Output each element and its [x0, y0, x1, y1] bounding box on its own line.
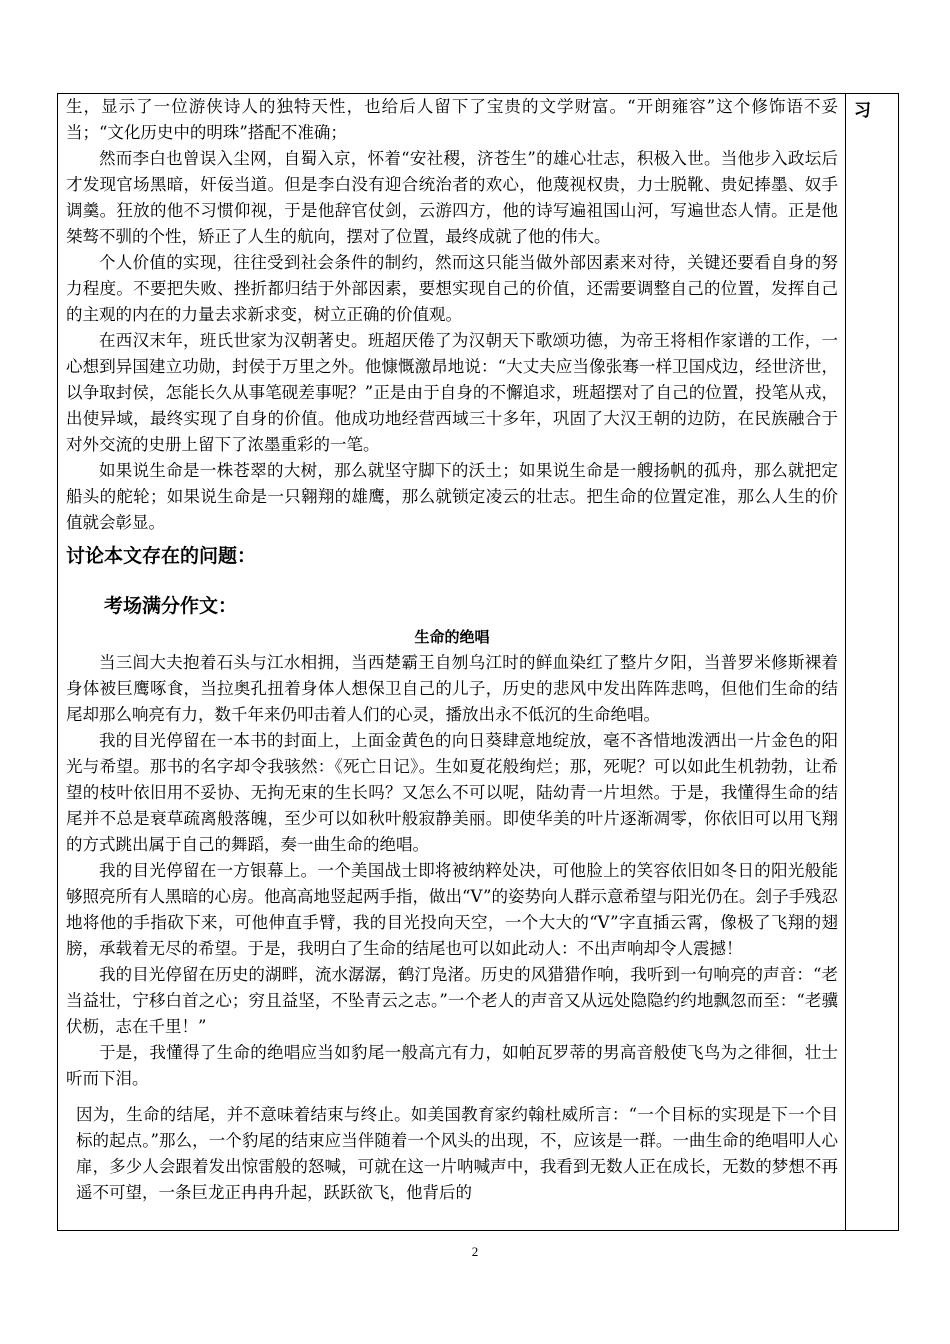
paragraph: 我的目光停留在一方银幕上。一个美国战士即将被纳粹处决，可他脸上的笑容依旧如冬日的阳光般能够照亮所有人黑暗的心房。他高高地竖起两手指，做出“V”的姿势向人群示意希望与阳光仍在。刽子手残忍地将他的手指砍下来，可他伸直手臂，我的目光投向天空，一个大大的“V”字直插云霄，像极了飞翔的翅膀，承载着无尽的希望。于是，我明白了生命的结尾也可以如此动人：不出声响却令人震撼！ — [66, 861, 838, 958]
paragraph: 在西汉末年，班氏世家为汉朝著史。班超厌倦了为汉朝天下歌颂功德，为帝王将相作家谱的工作，一心想到异国建立功勋，封侯于万里之外。他慷慨激昂地说：“大丈夫应当像张骞一样卫国戍边，经世济世，以争取封侯，怎能长久从事笔砚差事呢？”正是由于自身的不懈追求，班超摆对了自己的位置，投笔从戎，出使异域，最终实现了自身的价值。他成功地经营西域三十多年，巩固了大汉王朝的边防，在民族融合于对外交流的史册上留下了浓墨重彩的一笔。 — [66, 331, 838, 454]
last-paragraph: 因为，生命的结尾，并不意味着结束与终止。如美国教育家约翰杜威所言：“一个目标的实现是下一个目标的起点。”那么，一个豹尾的结束应当伴随着一个风头的出现，不，应该是一群。一曲生命的绝唱叩人心扉，多少人会跟着发出惊雷般的怒喊，可就在这一片呐喊声中，我看到无数人正在成长，无数的梦想不再遥不可望，一条巨龙正冉冉升起，跃跃欲飞，他背后的 — [76, 1105, 838, 1202]
paragraph: 生，显示了一位游侠诗人的独特天性，也给后人留下了宝贵的文学财富。“开朗雍容”这个修饰语不妥当；“文化历史中的明珠”搭配不准确； — [66, 97, 838, 142]
essay-title: 生命的绝唱 — [414, 628, 490, 646]
side-cell — [846, 94, 898, 1230]
page-table — [57, 93, 899, 1231]
paragraph: 当三闾大夫抱着石头与江水相拥，当西楚霸王自刎乌江时的鲜血染红了整片夕阳，当普罗米修斯裸着身体被巨鹰啄食，当拉奥孔扭着身体人想保卫自己的儿子，历史的悲风中发出阵阵悲鸣，但他们生命的结尾却那么响亮有力，数千年来仍叩击着人们的心灵，播放出永不低沉的生命绝唱。 — [66, 653, 838, 724]
page-number: 2 — [471, 1244, 479, 1259]
paragraph: 我的目光停留在历史的湖畔，流水潺潺，鹤汀凫渚。历史的风猎猎作响，我听到一句响亮的声音：“老当益壮，宁移白首之心；穷且益坚，不坠青云之志。”一个老人的声音又从远处隐隐约约地飘忽而至：“老骥伏枥，志在千里！” — [66, 965, 838, 1036]
discussion-heading: 讨论本文存在的问题： — [66, 545, 257, 567]
content-area — [66, 94, 838, 1206]
paragraph: 个人价值的实现，往往受到社会条件的制约，然而这只能当做外部因素来对待，关键还要看自身的努力程度。不要把失败、挫折都归结于外部因素，要想实现自己的价值，还需要调整自己的位置，发挥自己的主观的内在的力量去求新求变，树立正确的价值观。 — [66, 253, 838, 324]
top-section — [66, 94, 838, 536]
essay-section — [66, 650, 838, 1092]
paragraph: 于是，我懂得了生命的绝唱应当如豹尾一般高亢有力，如帕瓦罗蒂的男高音般使飞鸟为之徘徊，壮士听而下泪。 — [66, 1043, 838, 1088]
main-cell — [58, 94, 846, 1230]
side-label: 习 — [854, 101, 871, 121]
paragraph: 如果说生命是一株苍翠的大树，那么就坚守脚下的沃土；如果说生命是一艘扬帆的孤舟，那么就把定船头的舵轮；如果说生命是一只翱翔的雄鹰，那么就锁定凌云的壮志。把生命的位置定准，那么人生的价值就会彰显。 — [66, 461, 838, 532]
essay-section-heading: 考场满分作文： — [104, 595, 238, 617]
paragraph: 我的目光停留在一本书的封面上，上面金黄色的向日葵肆意地绽放，毫不吝惜地泼洒出一片金色的阳光与希望。那书的名字却令我骇然：《死亡日记》。生如夏花般绚烂；那，死呢？可以如此生机勃勃，让希望的枝叶依旧用不妥协、无拘无束的生长吗？又怎么不可以呢，陆幼青一片坦然。于是，我懂得生命的结尾并不总是衰草疏离般落魄，至少可以如秋叶般寂静美丽。即使华美的叶片逐渐凋零，你依旧可以用飞翔的方式跳出属于自己的舞蹈，奏一曲生命的绝唱。 — [66, 731, 838, 854]
paragraph: 然而李白也曾误入尘网，自蜀入京，怀着“安社稷，济苍生”的雄心壮志，积极入世。当他步入政坛后才发现官场黑暗，奸佞当道。但是李白没有迎合统治者的欢心，他蔑视权贵，力士脱靴、贵妃捧墨、奴手调羹。狂放的他不习惯仰视，于是他辞官仗剑，云游四方，他的诗写遍祖国山河，写遍世态人情。正是他桀骜不驯的个性，矫正了人生的航向，摆对了位置，最终成就了他的伟大。 — [66, 149, 838, 246]
